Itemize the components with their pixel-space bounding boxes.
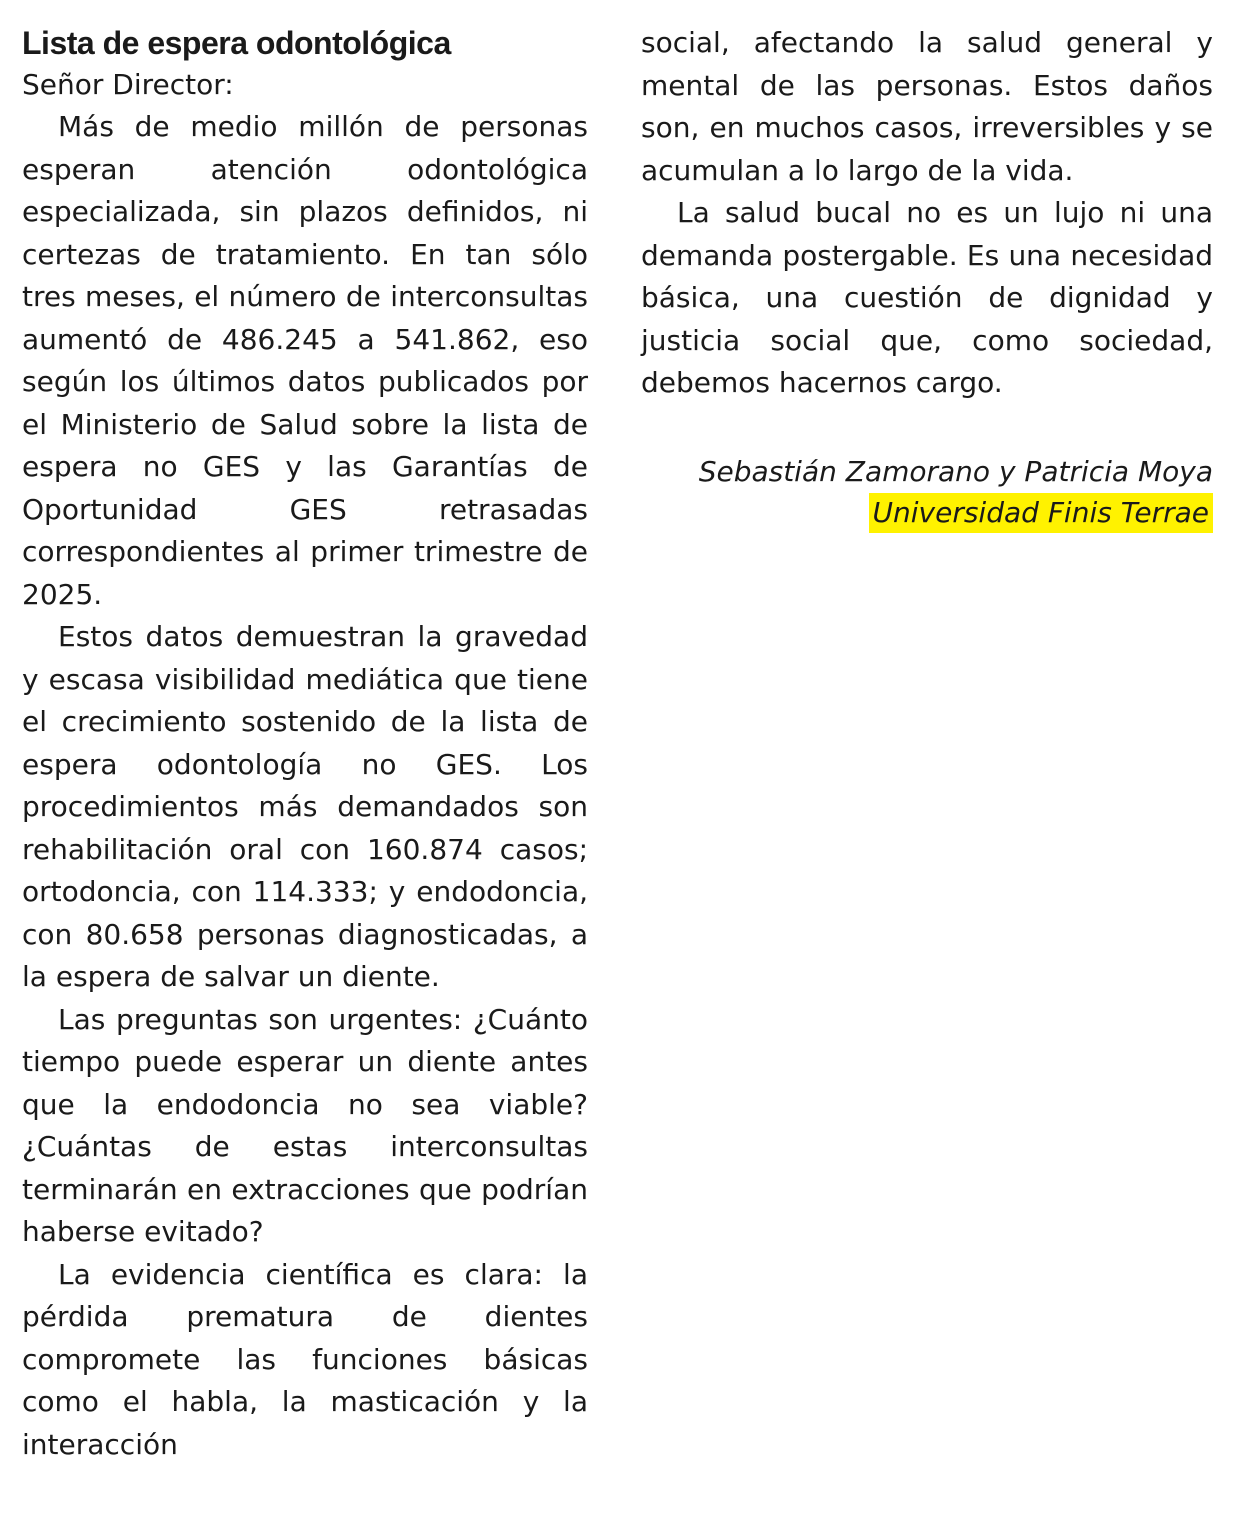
right-column: [641, 22, 1213, 533]
paragraph-4-continued: social, afectando la salud general y mental de las personas. Estos daños son, en muchos casos, irreversibles y se acumulan a lo largo de la vida.: [641, 26, 1213, 187]
paragraph-1: Más de medio millón de personas esperan atención odontológica especializada, sin plazos definidos, ni certezas de tratamiento. En tan sólo tres meses, el número de interconsultas aumentó de 486.245 a 541.862, eso según los últimos datos publicados por el Ministerio de Salud sobre la lista de espera no GES y las Garantías de Oportunidad GES retrasadas correspondientes al primer trimestre de 2025.: [22, 110, 588, 611]
left-column: [22, 22, 588, 1466]
signature-authors: Sebastián Zamorano y Patricia Moya: [698, 454, 1213, 488]
signature-affiliation: Universidad Finis Terrae: [869, 493, 1213, 533]
letter-title: Lista de espera odontológica: [22, 25, 451, 61]
paragraph-3: Las preguntas son urgentes: ¿Cuánto tiempo puede esperar un diente antes que la endodoncia no sea viable? ¿Cuántas de estas interconsultas terminarán en extracciones que podrían haberse evitado?: [22, 1002, 588, 1248]
signature-block: [641, 451, 1213, 533]
paragraph-2: Estos datos demuestran la gravedad y escasa visibilidad mediática que tiene el crecimiento sostenido de la lista de espera odontología no GES. Los procedimientos más demandados son rehabilitación oral con 160.874 casos; ortodoncia, con 114.333; y endodoncia, con 80.658 personas diagnosticadas, a la espera de salvar un diente.: [22, 620, 588, 993]
paragraph-4: La evidencia científica es clara: la pérdida prematura de dientes compromete las funciones básicas como el habla, la masticación y la interacción: [22, 1257, 588, 1461]
salutation: Señor Director:: [22, 68, 234, 101]
paragraph-5: La salud bucal no es un lujo ni una demanda postergable. Es una necesidad básica, una cuestión de dignidad y justicia social que, como sociedad, debemos hacernos cargo.: [641, 196, 1213, 399]
